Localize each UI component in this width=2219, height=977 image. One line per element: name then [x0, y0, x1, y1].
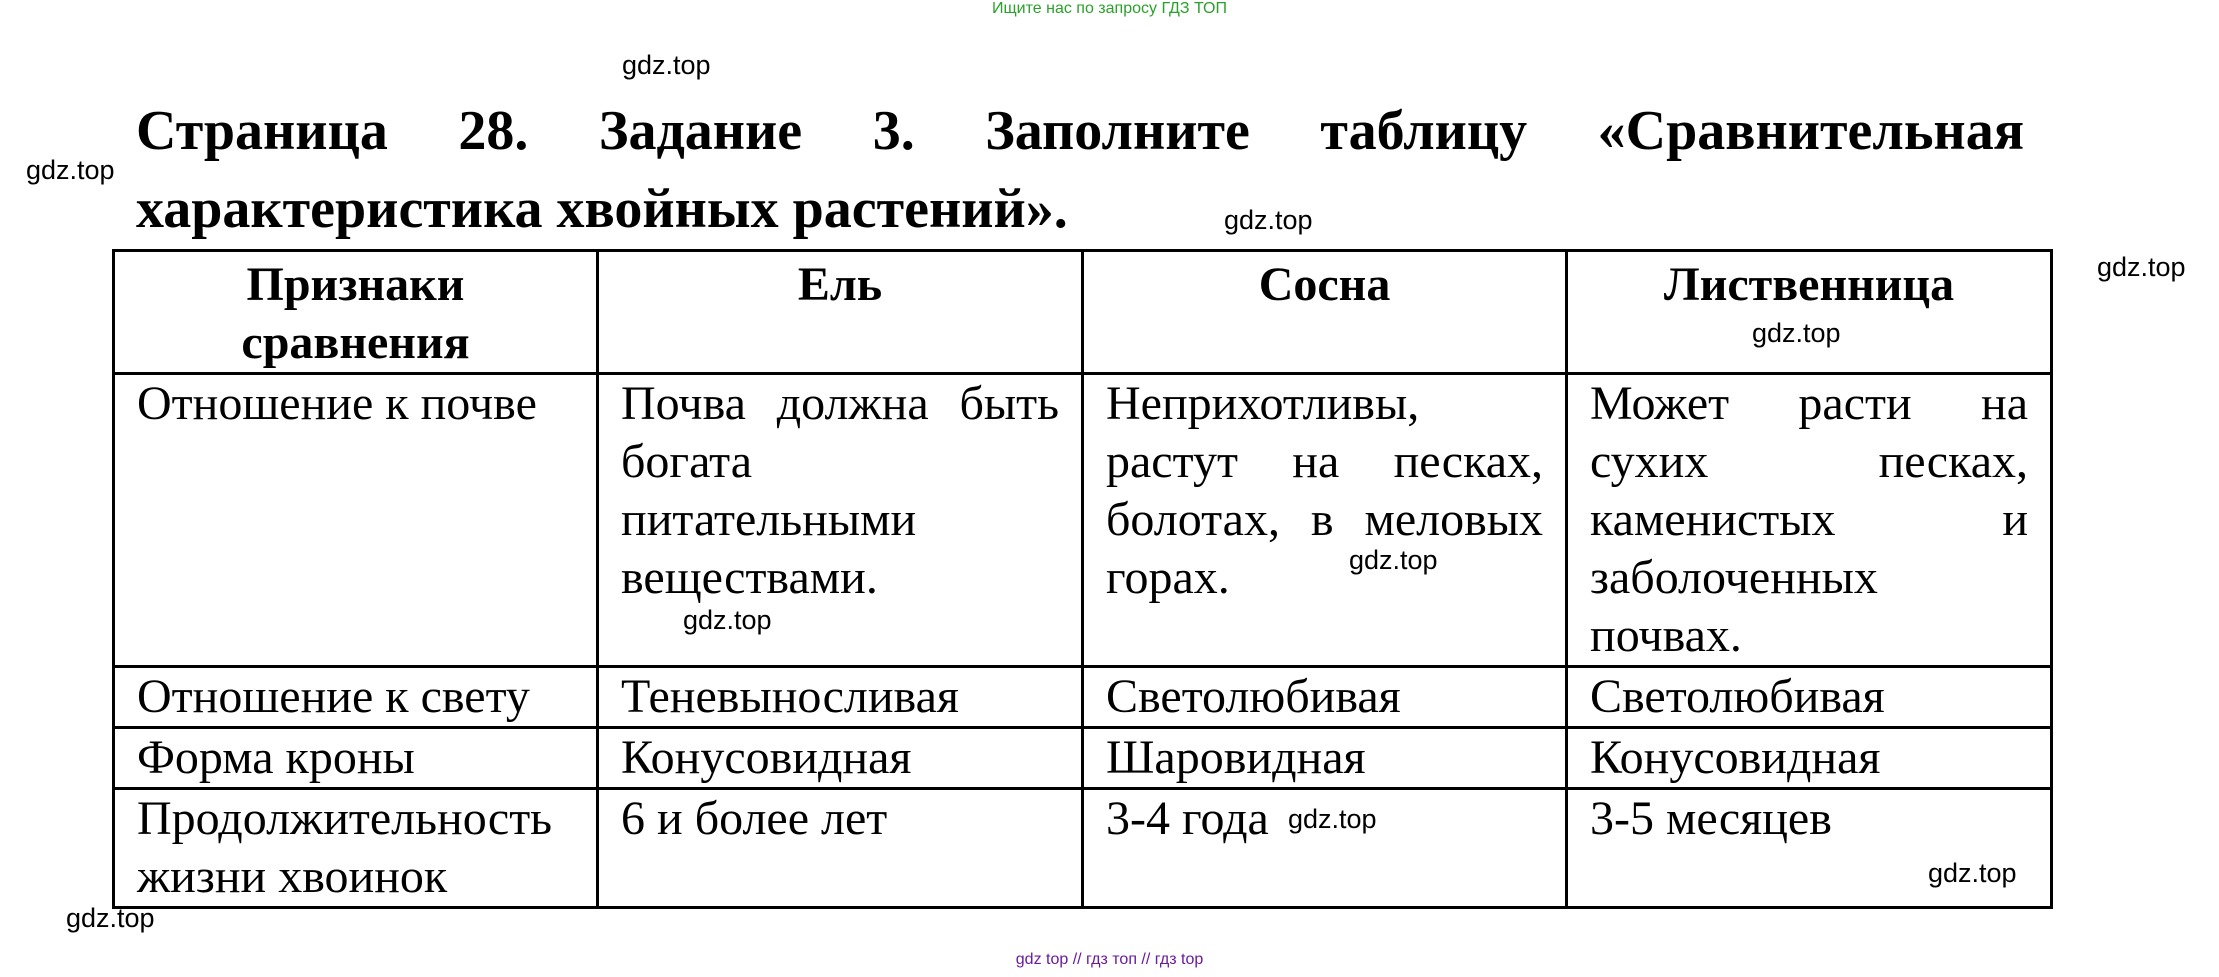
table-row — [114, 728, 2052, 789]
larch-cell: Может расти на сухих песках, каменистых и заболоченных почвах. — [1567, 374, 2052, 667]
feature-cell: Отношение к свету — [114, 667, 598, 728]
watermark: gdz.top — [1224, 205, 1313, 235]
watermark: gdz.top — [66, 903, 155, 933]
watermark: gdz.top — [2097, 252, 2186, 282]
watermark: gdz.top — [683, 605, 772, 635]
larch-cell: Светолюбивая — [1567, 667, 2052, 728]
column-header-pine: Сосна — [1083, 251, 1567, 374]
pine-cell: 3-4 года gdz.top — [1083, 789, 1567, 908]
watermark: gdz.top — [622, 50, 711, 80]
table-row — [114, 789, 2052, 908]
spruce-cell: 6 и более лет — [598, 789, 1083, 908]
table-row — [114, 667, 2052, 728]
feature-cell: Продолжительность жизни хвоинок — [114, 789, 598, 908]
larch-cell: 3-5 месяцев gdz.top — [1567, 789, 2052, 908]
footer-links[interactable]: gdz top // гдз топ // гдз top — [1015, 951, 1204, 968]
pine-cell: Светолюбивая — [1083, 667, 1567, 728]
comparison-table — [112, 249, 2053, 909]
larch-cell: Конусовидная — [1567, 728, 2052, 789]
feature-cell: Форма кроны — [114, 728, 598, 789]
column-header-spruce: Ель — [598, 251, 1083, 374]
table-row — [114, 374, 2052, 667]
table-header-row — [114, 251, 2052, 374]
watermark: gdz.top — [1752, 318, 1841, 348]
spruce-cell: Почва должна быть богата питательными веществами. gdz.top — [598, 374, 1083, 667]
column-header-feature: Признаки сравнения — [114, 251, 598, 374]
pine-cell: Неприхотливы, растут на песках, болотах, в меловых горах. gdz.top — [1083, 374, 1567, 667]
spruce-cell: Теневыносливая — [598, 667, 1083, 728]
watermark: gdz.top — [26, 155, 115, 185]
pine-cell: Шаровидная — [1083, 728, 1567, 789]
search-banner[interactable]: Ищите нас по запросу ГДЗ ТОП — [992, 0, 1227, 17]
column-header-larch: Лиственница gdz.top — [1567, 251, 2052, 374]
feature-cell: Отношение к почве — [114, 374, 598, 667]
watermark: gdz.top — [1349, 545, 1438, 575]
watermark: gdz.top — [1288, 804, 1377, 834]
page-title: Страница 28. Задание 3. Заполните таблицу «Сравнительная характеристика хвойных растений». — [136, 100, 2024, 240]
watermark: gdz.top — [1928, 858, 2017, 888]
spruce-cell: Конусовидная — [598, 728, 1083, 789]
